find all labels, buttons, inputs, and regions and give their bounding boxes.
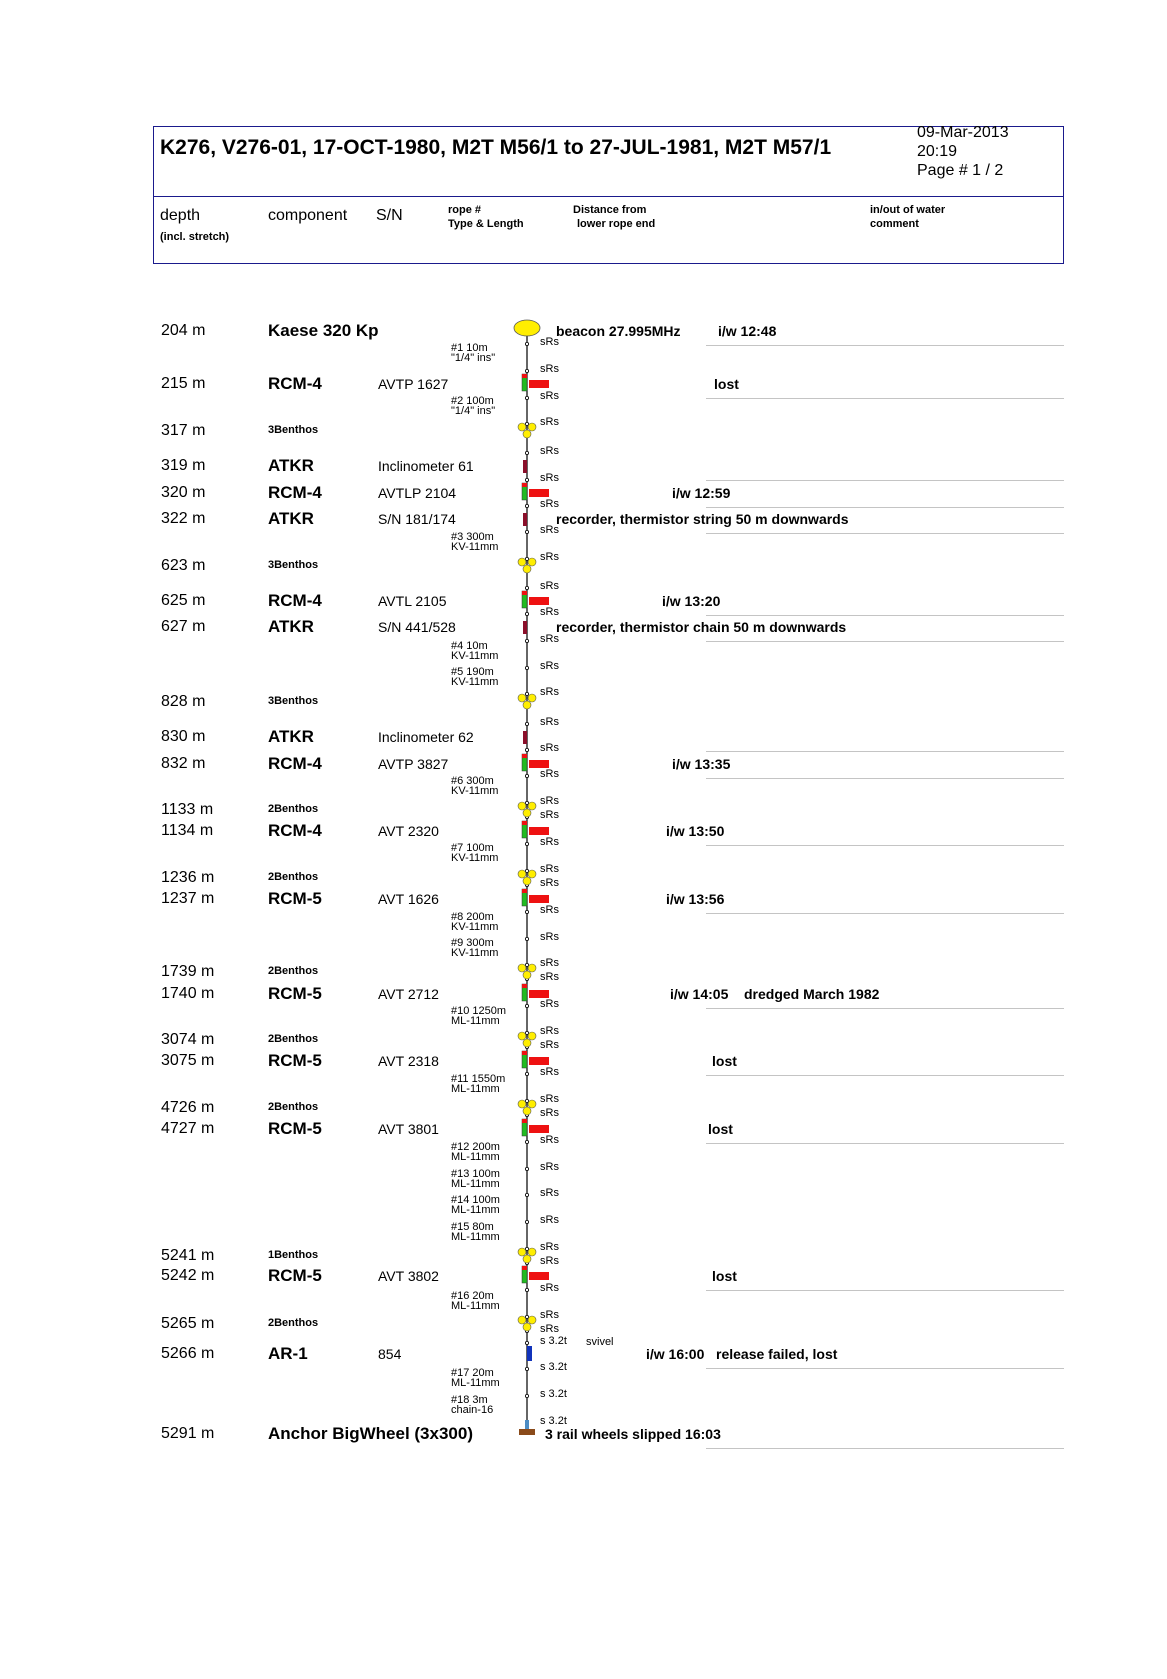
depth-value: 830 m: [161, 728, 206, 745]
rope-type: "1/4" ins": [451, 352, 496, 364]
col-dist-1: Distance from: [573, 204, 647, 216]
benthos-float: [528, 964, 536, 972]
rcm-body: [529, 827, 549, 835]
component-name: 1Benthos: [268, 1249, 319, 1261]
rcm-body: [529, 597, 549, 605]
col-depth-sub: (incl. stretch): [160, 231, 230, 243]
page-number: Page # 1 / 2: [917, 162, 1004, 179]
shackle-mark: [525, 748, 528, 751]
comment-text: beacon 27.995MHz: [556, 323, 681, 339]
shackle-label: sRs: [540, 1241, 559, 1253]
shackle-label: sRs: [540, 1282, 559, 1294]
component-name: RCM-4: [268, 374, 322, 393]
rope-label: #12 200m: [451, 1141, 500, 1153]
serial-number: AVTL 2105: [378, 593, 447, 609]
rope-type: ML-11mm: [451, 1300, 500, 1312]
atkr-body: [523, 731, 527, 744]
comment-underline: [706, 778, 1064, 779]
in-water-time: i/w 13:20: [662, 593, 721, 609]
shackle-label: sRs: [540, 1066, 559, 1078]
shackle-label: sRs: [540, 863, 559, 875]
benthos-float: [518, 964, 526, 972]
shackle-label: sRs: [540, 742, 559, 754]
shackle-label: sRs: [540, 686, 559, 698]
serial-number: Inclinometer 61: [378, 458, 474, 474]
benthos-float: [523, 809, 531, 817]
rcm-cap: [522, 1051, 527, 1055]
rope-type: KV-11mm: [451, 852, 499, 864]
depth-value: 5265 m: [161, 1315, 215, 1332]
component-name: Anchor BigWheel (3x300): [268, 1424, 473, 1443]
comment-text: lost: [712, 1053, 737, 1069]
col-component: component: [268, 207, 348, 224]
swivel-label: svivel: [586, 1336, 614, 1348]
component-name: RCM-4: [268, 591, 322, 610]
shackle-label: sRs: [540, 363, 559, 375]
benthos-float: [523, 971, 531, 979]
shackle-label: sRs: [540, 877, 559, 889]
benthos-float: [528, 1100, 536, 1108]
rcm-cap: [522, 591, 527, 595]
component-name: 2Benthos: [268, 1101, 319, 1113]
component-name: ATKR: [268, 617, 314, 636]
benthos-float: [518, 1032, 526, 1040]
rcm-cap: [522, 1266, 527, 1270]
depth-value: 317 m: [161, 422, 206, 439]
comment-underline: [706, 1368, 1064, 1369]
shackle-label: sRs: [540, 768, 559, 780]
component-name: RCM-4: [268, 754, 322, 773]
depth-value: 215 m: [161, 375, 206, 392]
comment-underline: [706, 1143, 1064, 1144]
depth-value: 320 m: [161, 484, 206, 501]
shackle-label: s 3.2t: [540, 1415, 567, 1427]
shackle-mark: [525, 722, 528, 725]
comment-text: release failed, lost: [716, 1346, 838, 1362]
serial-number: S/N 181/174: [378, 511, 456, 527]
benthos-float: [523, 1107, 531, 1115]
shackle-mark: [525, 774, 528, 777]
rcm-cap: [522, 1119, 527, 1123]
comment-text: recorder, thermistor chain 50 m downwards: [556, 619, 847, 635]
shackle-mark: [525, 869, 528, 872]
serial-number: AVTLP 2104: [378, 485, 457, 501]
benthos-float: [528, 1316, 536, 1324]
depth-value: 3074 m: [161, 1031, 215, 1048]
shackle-label: sRs: [540, 1161, 559, 1173]
shackle-label: sRs: [540, 606, 559, 618]
comment-text: lost: [708, 1121, 733, 1137]
component-name: RCM-5: [268, 1266, 322, 1285]
depth-value: 828 m: [161, 693, 206, 710]
shackle-mark: [525, 1140, 528, 1143]
serial-number: AVT 3801: [378, 1121, 439, 1137]
shackle-label: sRs: [540, 472, 559, 484]
rcm-body: [529, 895, 549, 903]
shackle-label: sRs: [540, 498, 559, 510]
comment-underline: [706, 1075, 1064, 1076]
component-name: 3Benthos: [268, 559, 319, 571]
shackle-label: sRs: [540, 1134, 559, 1146]
depth-value: 627 m: [161, 618, 206, 635]
shackle-label: sRs: [540, 1309, 559, 1321]
col-io-2: comment: [870, 218, 919, 230]
component-name: ATKR: [268, 509, 314, 528]
component-name: AR-1: [268, 1344, 308, 1363]
component-name: RCM-5: [268, 889, 322, 908]
shackle-mark: [525, 666, 528, 669]
rope-type: ML-11mm: [451, 1151, 500, 1163]
rope-type: KV-11mm: [451, 650, 499, 662]
serial-number: AVTP 3827: [378, 756, 449, 772]
rope-label: #15 80m: [451, 1221, 494, 1233]
depth-value: 1236 m: [161, 869, 215, 886]
col-rope-2: Type & Length: [448, 218, 524, 230]
component-name: ATKR: [268, 456, 314, 475]
atkr-body: [523, 513, 527, 526]
depth-value: 204 m: [161, 322, 206, 339]
shackle-label: sRs: [540, 1025, 559, 1037]
comment-underline: [706, 507, 1064, 508]
rcm-body: [529, 760, 549, 768]
rope-label: #3 300m: [451, 531, 494, 543]
print-date: 09-Mar-2013: [917, 124, 1009, 141]
rope-type: chain-16: [451, 1404, 494, 1416]
rope-type: "1/4" ins": [451, 405, 496, 417]
shackle-label: sRs: [540, 1039, 559, 1051]
shackle-label: sRs: [540, 660, 559, 672]
atkr-body: [523, 460, 527, 473]
component-name: Kaese 320 Kp: [268, 321, 379, 340]
shackle-mark: [525, 1220, 528, 1223]
in-water-time: i/w 13:56: [666, 891, 725, 907]
benthos-float: [523, 877, 531, 885]
rcm-cap: [522, 754, 527, 758]
in-water-time: i/w 12:59: [672, 485, 731, 501]
component-name: RCM-5: [268, 1051, 322, 1070]
rope-label: #1 10m: [451, 342, 488, 354]
depth-value: 3075 m: [161, 1052, 215, 1069]
comment-underline: [706, 751, 1064, 752]
shackle-mark: [525, 1315, 528, 1318]
in-water-time: i/w 13:35: [672, 756, 731, 772]
shackle-label: sRs: [540, 931, 559, 943]
shackle-label: s 3.2t: [540, 1361, 567, 1373]
shackle-mark: [525, 612, 528, 615]
component-name: 2Benthos: [268, 871, 319, 883]
component-name: 2Benthos: [268, 1317, 319, 1329]
beacon-float: [514, 320, 540, 336]
benthos-float: [528, 694, 536, 702]
atkr-body: [523, 621, 527, 634]
shackle-mark: [525, 1394, 528, 1397]
anchor-link: [525, 1420, 529, 1430]
serial-number: AVT 2712: [378, 986, 439, 1002]
benthos-float: [523, 430, 531, 438]
benthos-float: [528, 1248, 536, 1256]
component-name: 3Benthos: [268, 424, 319, 436]
rope-label: #17 20m: [451, 1367, 494, 1379]
benthos-float: [518, 1100, 526, 1108]
shackle-label: sRs: [540, 1323, 559, 1335]
depth-value: 832 m: [161, 755, 206, 772]
depth-value: 319 m: [161, 457, 206, 474]
benthos-float: [518, 802, 526, 810]
depth-value: 5291 m: [161, 1425, 215, 1442]
rope-label: #16 20m: [451, 1290, 494, 1302]
shackle-label: sRs: [540, 445, 559, 457]
depth-value: 1133 m: [161, 801, 214, 818]
depth-value: 5242 m: [161, 1267, 215, 1284]
comment-underline: [706, 1290, 1064, 1291]
comment-text: lost: [714, 376, 739, 392]
depth-value: 5241 m: [161, 1247, 215, 1264]
rcm-body: [529, 1272, 549, 1280]
rope-type: ML-11mm: [451, 1204, 500, 1216]
rcm-cap: [522, 984, 527, 988]
rope-label: #8 200m: [451, 911, 494, 923]
comment-text: 3 rail wheels slipped 16:03: [545, 1426, 721, 1442]
rope-label: #14 100m: [451, 1194, 500, 1206]
rcm-cap: [522, 821, 527, 825]
shackle-mark: [525, 1167, 528, 1170]
rcm-cap: [522, 374, 527, 378]
shackle-label: sRs: [540, 809, 559, 821]
benthos-float: [523, 1039, 531, 1047]
benthos-float: [528, 870, 536, 878]
rope-type: ML-11mm: [451, 1231, 500, 1243]
component-name: 2Benthos: [268, 1033, 319, 1045]
benthos-float: [518, 1316, 526, 1324]
serial-number: AVT 3802: [378, 1268, 439, 1284]
shackle-label: sRs: [540, 524, 559, 536]
comment-underline: [706, 345, 1064, 346]
shackle-mark: [525, 1247, 528, 1250]
benthos-float: [528, 802, 536, 810]
benthos-float: [523, 565, 531, 573]
comment-text: dredged March 1982: [744, 986, 880, 1002]
page-title: K276, V276-01, 17-OCT-1980, M2T M56/1 to 27-JUL-1981, M2T M57/1: [160, 136, 832, 159]
benthos-float: [518, 1248, 526, 1256]
comment-underline: [706, 615, 1064, 616]
shackle-label: sRs: [540, 551, 559, 563]
rcm-body: [529, 1057, 549, 1065]
shackle-label: sRs: [540, 1214, 559, 1226]
shackle-label: sRs: [540, 336, 559, 348]
rope-type: KV-11mm: [451, 947, 499, 959]
shackle-label: sRs: [540, 998, 559, 1010]
comment-text: lost: [712, 1268, 737, 1284]
shackle-mark: [525, 1072, 528, 1075]
print-time: 20:19: [917, 143, 958, 160]
depth-value: 623 m: [161, 557, 206, 574]
shackle-mark: [525, 422, 528, 425]
in-water-time: i/w 12:48: [718, 323, 777, 339]
shackle-mark: [525, 557, 528, 560]
benthos-float: [518, 558, 526, 566]
depth-value: 625 m: [161, 592, 206, 609]
rcm-cap: [522, 889, 527, 893]
shackle-mark: [525, 801, 528, 804]
rope-label: #6 300m: [451, 775, 494, 787]
in-water-time: i/w 16:00: [646, 1346, 705, 1362]
shackle-mark: [525, 1193, 528, 1196]
benthos-float: [518, 423, 526, 431]
shackle-label: sRs: [540, 390, 559, 402]
serial-number: AVT 2320: [378, 823, 439, 839]
rope-type: ML-11mm: [451, 1377, 500, 1389]
benthos-float: [528, 558, 536, 566]
shackle-mark: [525, 937, 528, 940]
comment-text: recorder, thermistor string 50 m downwards: [556, 511, 849, 527]
serial-number: 854: [378, 1346, 402, 1362]
depth-value: 1739 m: [161, 963, 215, 980]
comment-underline: [706, 845, 1064, 846]
shackle-mark: [525, 1367, 528, 1370]
rope-type: KV-11mm: [451, 676, 499, 688]
shackle-label: sRs: [540, 633, 559, 645]
benthos-float: [523, 701, 531, 709]
comment-underline: [706, 480, 1064, 481]
component-name: 2Benthos: [268, 965, 319, 977]
rope-type: KV-11mm: [451, 541, 499, 553]
rope-label: #5 190m: [451, 666, 494, 678]
depth-value: 1134 m: [161, 822, 214, 839]
shackle-label: sRs: [540, 580, 559, 592]
col-io-1: in/out of water: [870, 204, 946, 216]
col-dist-2: lower rope end: [577, 218, 656, 230]
rope-type: KV-11mm: [451, 785, 499, 797]
rcm-body: [529, 380, 549, 388]
rope-label: #18 3m: [451, 1394, 488, 1406]
shackle-label: sRs: [540, 1255, 559, 1267]
shackle-mark: [525, 1099, 528, 1102]
shackle-label: sRs: [540, 1187, 559, 1199]
shackle-label: sRs: [540, 971, 559, 983]
benthos-float: [523, 1255, 531, 1263]
shackle-mark: [525, 478, 528, 481]
shackle-label: s 3.2t: [540, 1388, 567, 1400]
serial-number: S/N 441/528: [378, 619, 456, 635]
shackle-label: sRs: [540, 795, 559, 807]
shackle-mark: [525, 1031, 528, 1034]
release-body: [527, 1346, 532, 1361]
col-sn: S/N: [376, 207, 403, 224]
benthos-float: [523, 1323, 531, 1331]
shackle-mark: [525, 842, 528, 845]
shackle-label: sRs: [540, 1093, 559, 1105]
rope-label: #2 100m: [451, 395, 494, 407]
component-name: 3Benthos: [268, 695, 319, 707]
benthos-float: [518, 694, 526, 702]
depth-value: 322 m: [161, 510, 206, 527]
serial-number: AVT 1626: [378, 891, 439, 907]
shackle-mark: [525, 692, 528, 695]
component-name: RCM-5: [268, 984, 322, 1003]
serial-number: AVT 2318: [378, 1053, 439, 1069]
comment-underline: [706, 398, 1064, 399]
shackle-mark: [525, 639, 528, 642]
col-rope-1: rope #: [448, 204, 482, 216]
in-water-time: i/w 14:05: [670, 986, 729, 1002]
shackle-label: sRs: [540, 1107, 559, 1119]
rope-label: #9 300m: [451, 937, 494, 949]
shackle-mark: [525, 504, 528, 507]
rcm-body: [529, 489, 549, 497]
comment-underline: [706, 641, 1064, 642]
shackle-label: sRs: [540, 957, 559, 969]
rope-label: #13 100m: [451, 1168, 500, 1180]
comment-underline: [706, 913, 1064, 914]
shackle-mark: [525, 1288, 528, 1291]
component-name: RCM-4: [268, 483, 322, 502]
component-name: ATKR: [268, 727, 314, 746]
anchor-weight: [519, 1429, 535, 1435]
shackle-mark: [525, 910, 528, 913]
shackle-mark: [525, 1341, 528, 1344]
depth-value: 4726 m: [161, 1099, 215, 1116]
rcm-body: [529, 990, 549, 998]
rope-label: #4 10m: [451, 640, 488, 652]
col-depth: depth: [160, 207, 201, 224]
serial-number: Inclinometer 62: [378, 729, 474, 745]
rope-label: #11 1550m: [451, 1073, 506, 1085]
rope-label: #10 1250m: [451, 1005, 507, 1017]
rope-type: ML-11mm: [451, 1015, 500, 1027]
shackle-label: sRs: [540, 904, 559, 916]
component-name: RCM-5: [268, 1119, 322, 1138]
rope-type: ML-11mm: [451, 1083, 500, 1095]
shackle-mark: [525, 530, 528, 533]
depth-value: 5266 m: [161, 1345, 215, 1362]
shackle-label: sRs: [540, 836, 559, 848]
benthos-float: [528, 1032, 536, 1040]
rcm-cap: [522, 483, 527, 487]
rope-type: KV-11mm: [451, 921, 499, 933]
shackle-mark: [525, 451, 528, 454]
shackle-label: sRs: [540, 416, 559, 428]
benthos-float: [518, 870, 526, 878]
comment-underline: [706, 1448, 1064, 1449]
depth-value: 1740 m: [161, 985, 215, 1002]
comment-underline: [706, 1008, 1064, 1009]
component-name: 2Benthos: [268, 803, 319, 815]
benthos-float: [528, 423, 536, 431]
rcm-body: [529, 1125, 549, 1133]
in-water-time: i/w 13:50: [666, 823, 725, 839]
component-name: RCM-4: [268, 821, 322, 840]
comment-underline: [706, 533, 1064, 534]
shackle-mark: [525, 1004, 528, 1007]
rope-type: ML-11mm: [451, 1178, 500, 1190]
rope-label: #7 100m: [451, 842, 494, 854]
shackle-mark: [525, 396, 528, 399]
shackle-mark: [525, 963, 528, 966]
depth-value: 1237 m: [161, 890, 215, 907]
shackle-label: s 3.2t: [540, 1335, 567, 1347]
shackle-mark: [525, 342, 528, 345]
depth-value: 4727 m: [161, 1120, 215, 1137]
shackle-label: sRs: [540, 716, 559, 728]
shackle-mark: [525, 369, 528, 372]
serial-number: AVTP 1627: [378, 376, 449, 392]
shackle-mark: [525, 586, 528, 589]
